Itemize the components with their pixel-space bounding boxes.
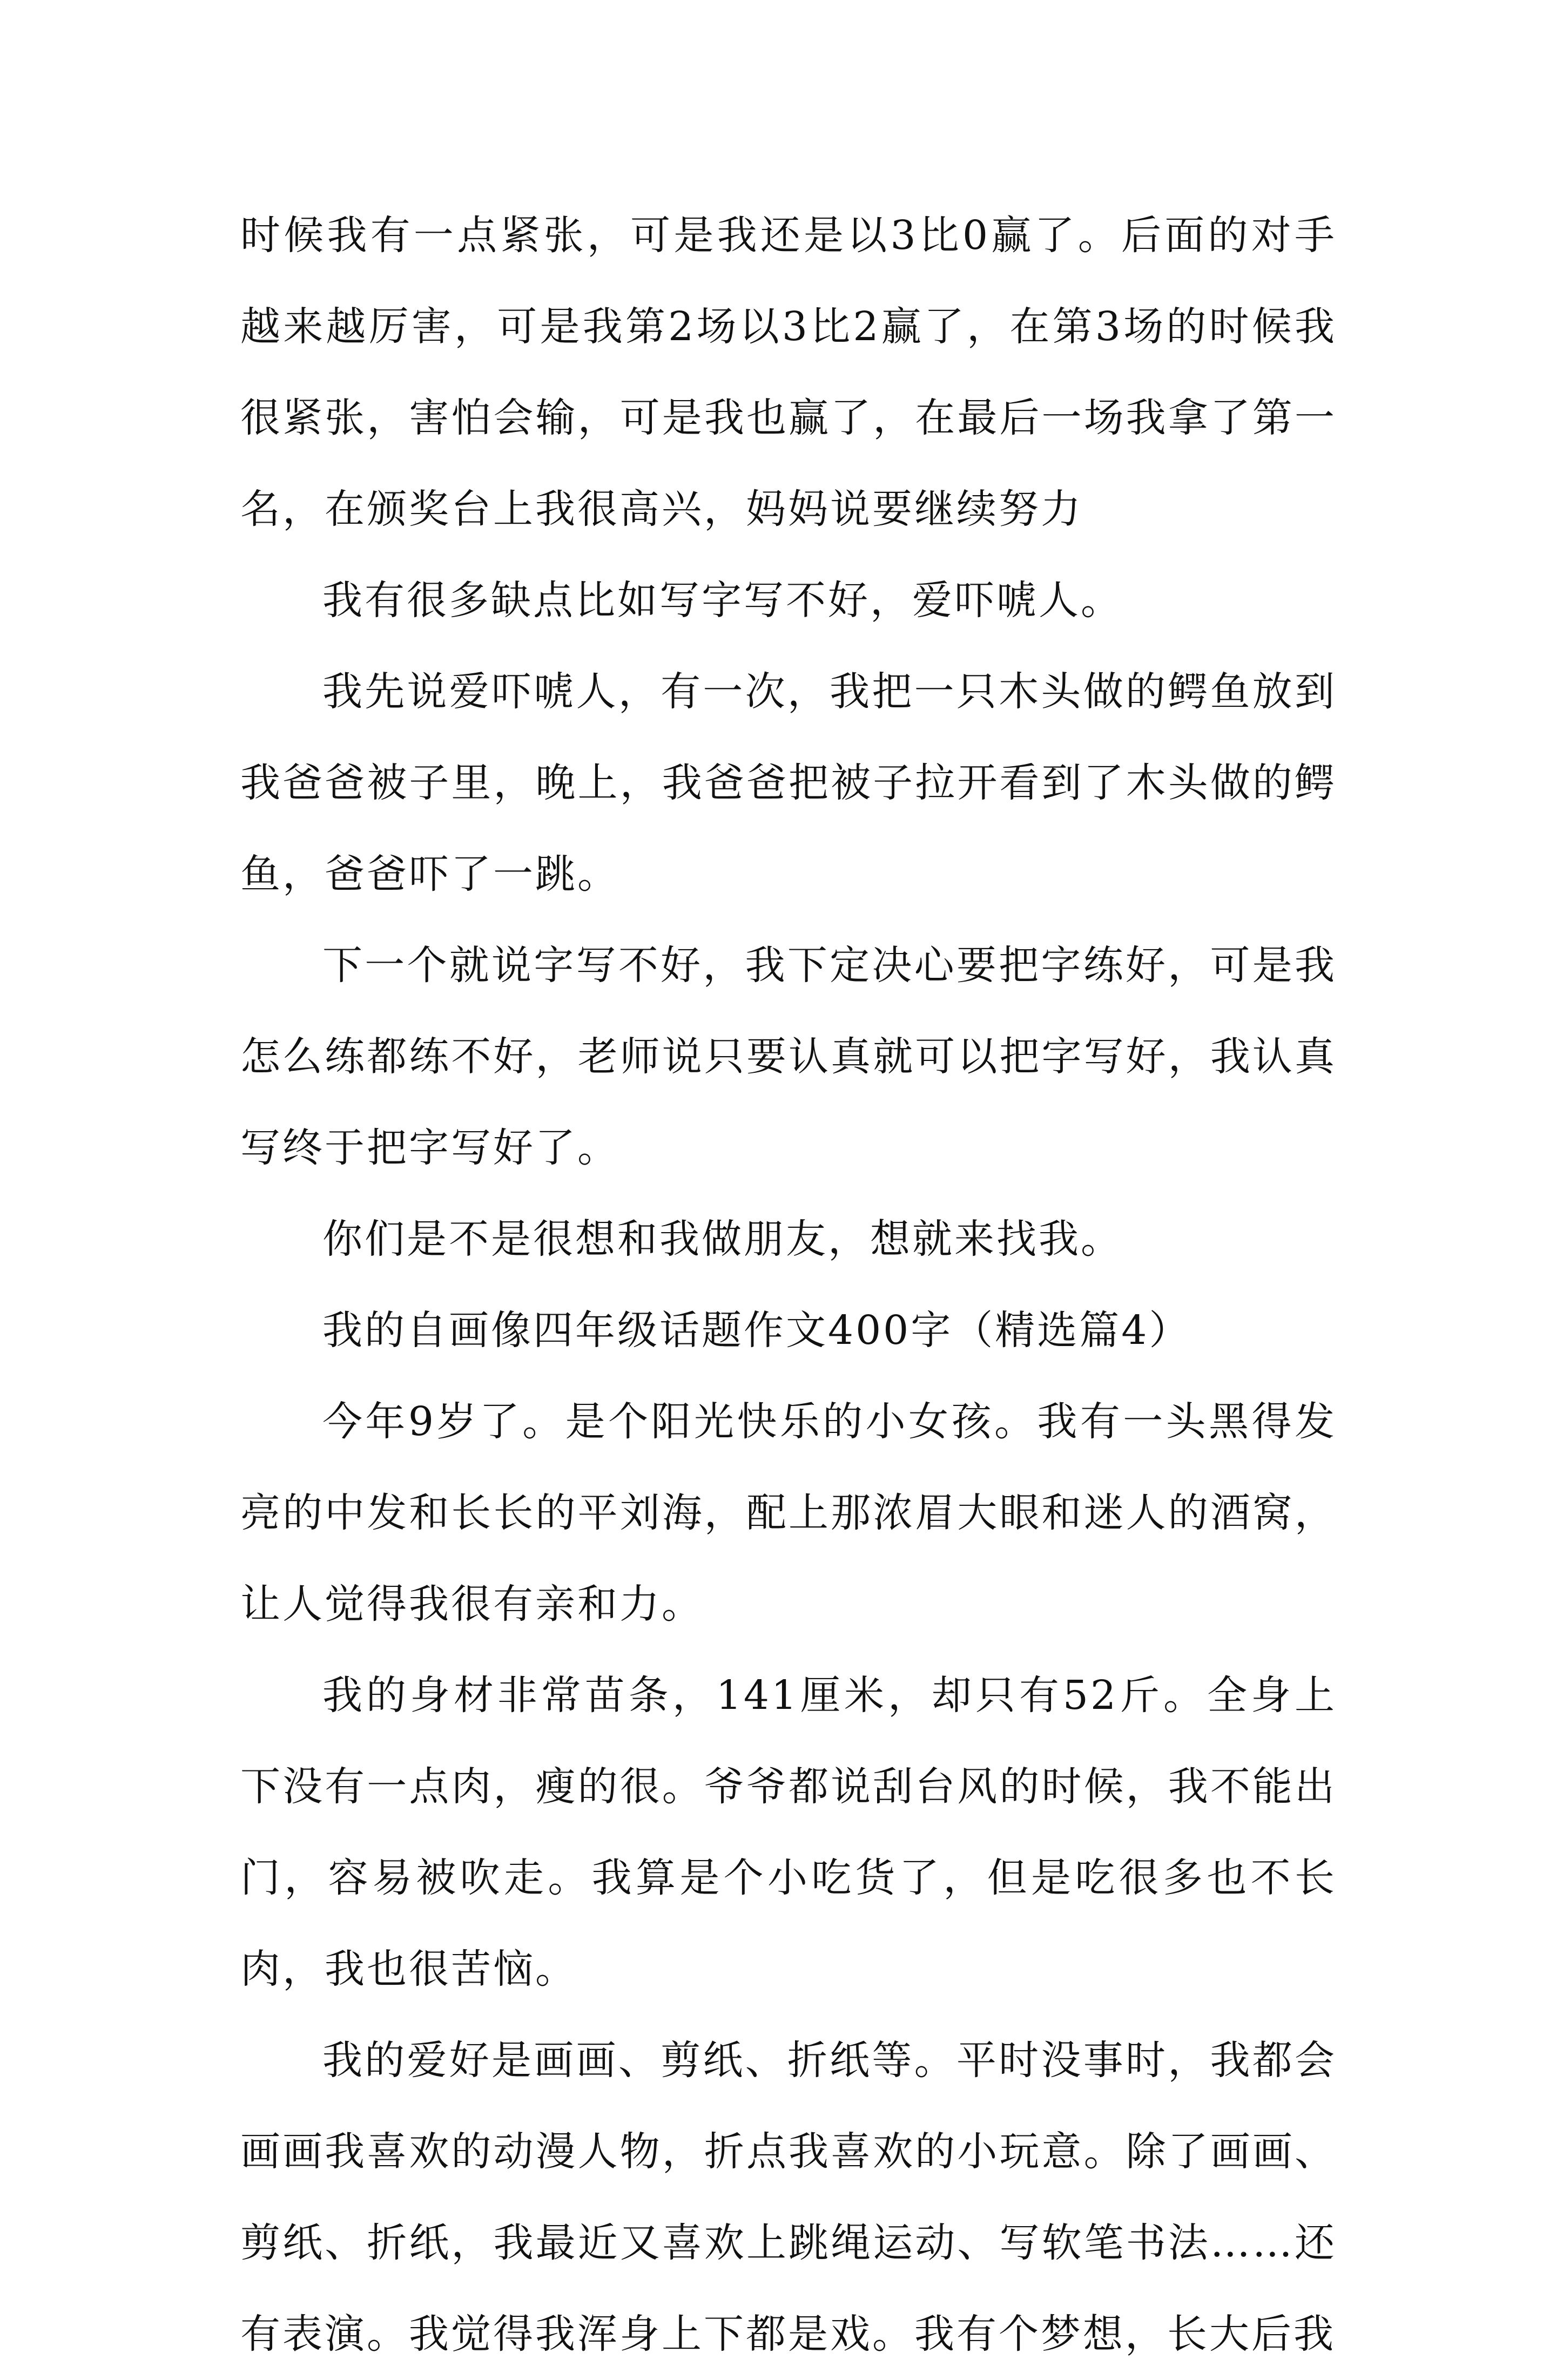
paragraph: 下一个就说字写不好，我下定决心要把字练好，可是我怎么练都练不好，老师说只要认真就可以把字写好，我认真写终于把字写好了。 [240,942,1337,1171]
paragraph: 你们是不是很想和我做朋友，想就来找我。 [322,1216,1123,1262]
paragraph: 我先说爱吓唬人，有一次，我把一只木头做的鳄鱼放到我爸爸被子里，晚上，我爸爸把被子拉开看到了木头做的鳄鱼，爸爸吓了一跳。 [240,668,1337,897]
section-heading: 我的自画像四年级话题作文400字（精选篇4） [322,1307,1191,1354]
paragraph: 我的爱好是画画、剪纸、折纸等。平时没事时，我都会画画我喜欢的动漫人物，折点我喜欢的小玩意。除了画画、剪纸、折纸，我最近又喜欢上跳绳运动、写软笔书法……还有表演。我觉得我浑身上下都是戏。我有个梦想，长大后我 [240,2037,1337,2357]
document-page [240,190,1337,2380]
paragraph: 我的身材非常苗条，141厘米，却只有52斤。全身上下没有一点肉，瘦的很。爷爷都说刮台风的时候，我不能出门，容易被吹走。我算是个小吃货了，但是吃很多也不长肉，我也很苦恼。 [240,1672,1337,1992]
paragraph: 我有很多缺点比如写字写不好，爱吓唬人。 [322,577,1123,624]
paragraph: 今年9岁了。是个阳光快乐的小女孩。我有一头黑得发亮的中发和长长的平刘海，配上那浓眉大眼和迷人的酒窝，让人觉得我很有亲和力。 [240,1398,1337,1627]
paragraph-continued: 时候我有一点紧张，可是我还是以3比0赢了。后面的对手越来越厉害，可是我第2场以3比2赢了，在第3场的时候我很紧张，害怕会输，可是我也赢了，在最后一场我拿了第一名，在颁奖台上我很高兴，妈妈说要继续努力 [240,212,1337,532]
